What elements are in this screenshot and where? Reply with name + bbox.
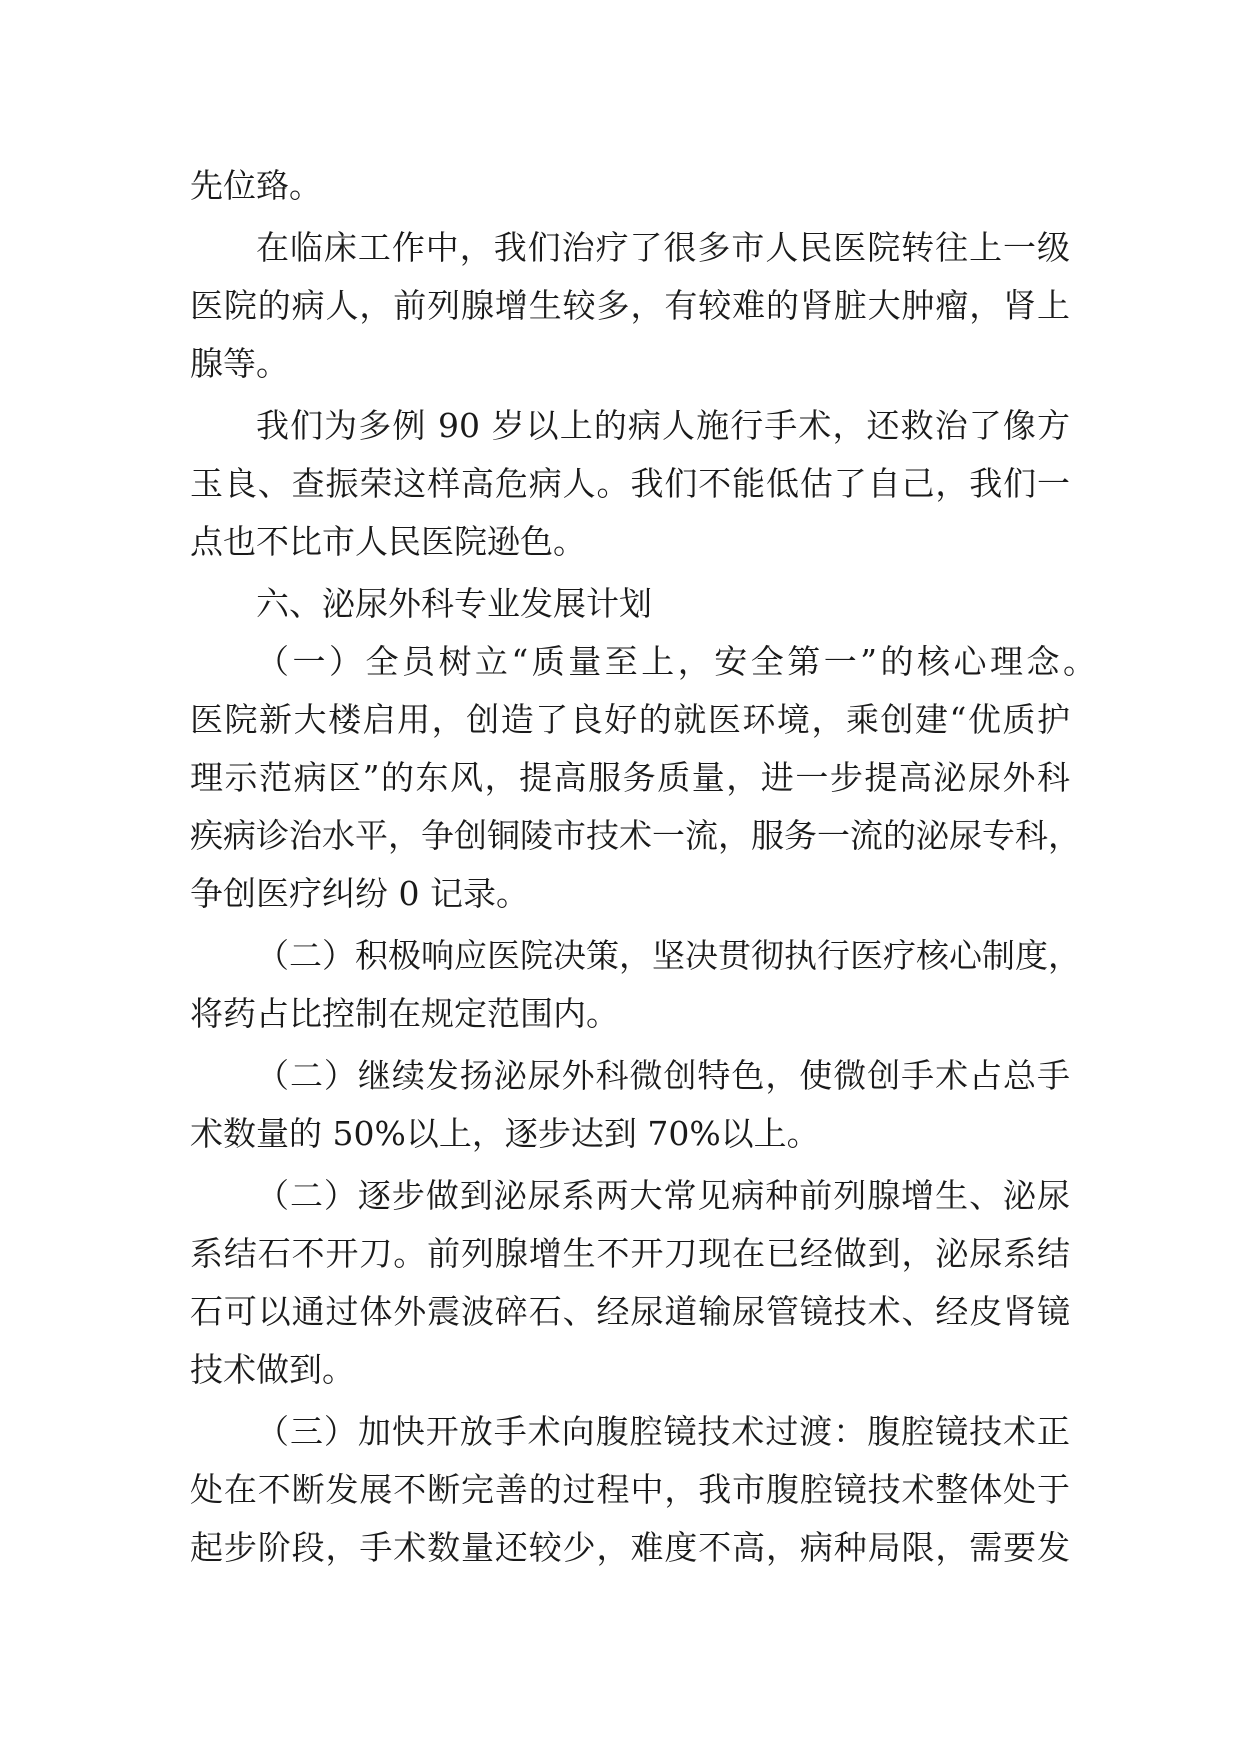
text-line: 处在不断发展不断完善的过程中，我市腹腔镜技术整体处于 [190, 1470, 1070, 1509]
text-line: 医院新大楼启用，创造了良好的就医环境，乘创建“优质护 [190, 700, 1070, 739]
text-line: 我们为多例 90 岁以上的病人施行手术，还救治了像方 [256, 406, 1070, 445]
text-line: （二）继续发扬泌尿外科微创特色，使微创手术占总手 [256, 1056, 1070, 1095]
text-line: 系结石不开刀。前列腺增生不开刀现在已经做到，泌尿系结 [190, 1234, 1070, 1273]
text-line: 将药占比控制在规定范围内。 [190, 994, 619, 1033]
section-heading: 六、泌尿外科专业发展计划 [256, 584, 652, 623]
text-line: 疾病诊治水平，争创铜陵市技术一流，服务一流的泌尿专科， [190, 816, 1081, 855]
text-line: 技术做到。 [190, 1350, 355, 1389]
text-line: （三）加快开放手术向腹腔镜技术过渡：腹腔镜技术正 [256, 1412, 1070, 1451]
text-line: 先位臵。 [190, 166, 322, 205]
text-line: 医院的病人，前列腺增生较多，有较难的肾脏大肿瘤，肾上 [190, 286, 1070, 325]
text-line: 玉良、查振荣这样高危病人。我们不能低估了自己，我们一 [190, 464, 1070, 503]
text-line: 起步阶段，手术数量还较少，难度不高，病种局限，需要发 [190, 1528, 1070, 1567]
text-line: 理示范病区”的东风，提高服务质量，进一步提高泌尿外科 [190, 758, 1070, 797]
text-line: 点也不比市人民医院逊色。 [190, 522, 586, 561]
text-line: 腺等。 [190, 344, 289, 383]
text-line: （一）全员树立“质量至上，安全第一”的核心理念。 [256, 642, 1096, 681]
text-line: 术数量的 50%以上，逐步达到 70%以上。 [190, 1114, 820, 1153]
text-line: （二）积极响应医院决策，坚决贯彻执行医疗核心制度， [256, 936, 1081, 975]
text-line: （二）逐步做到泌尿系两大常见病种前列腺增生、泌尿 [256, 1176, 1070, 1215]
text-line: 石可以通过体外震波碎石、经尿道输尿管镜技术、经皮肾镜 [190, 1292, 1070, 1331]
text-line: 争创医疗纠纷 0 记录。 [190, 874, 529, 913]
text-line: 在临床工作中，我们治疗了很多市人民医院转往上一级 [256, 228, 1070, 267]
